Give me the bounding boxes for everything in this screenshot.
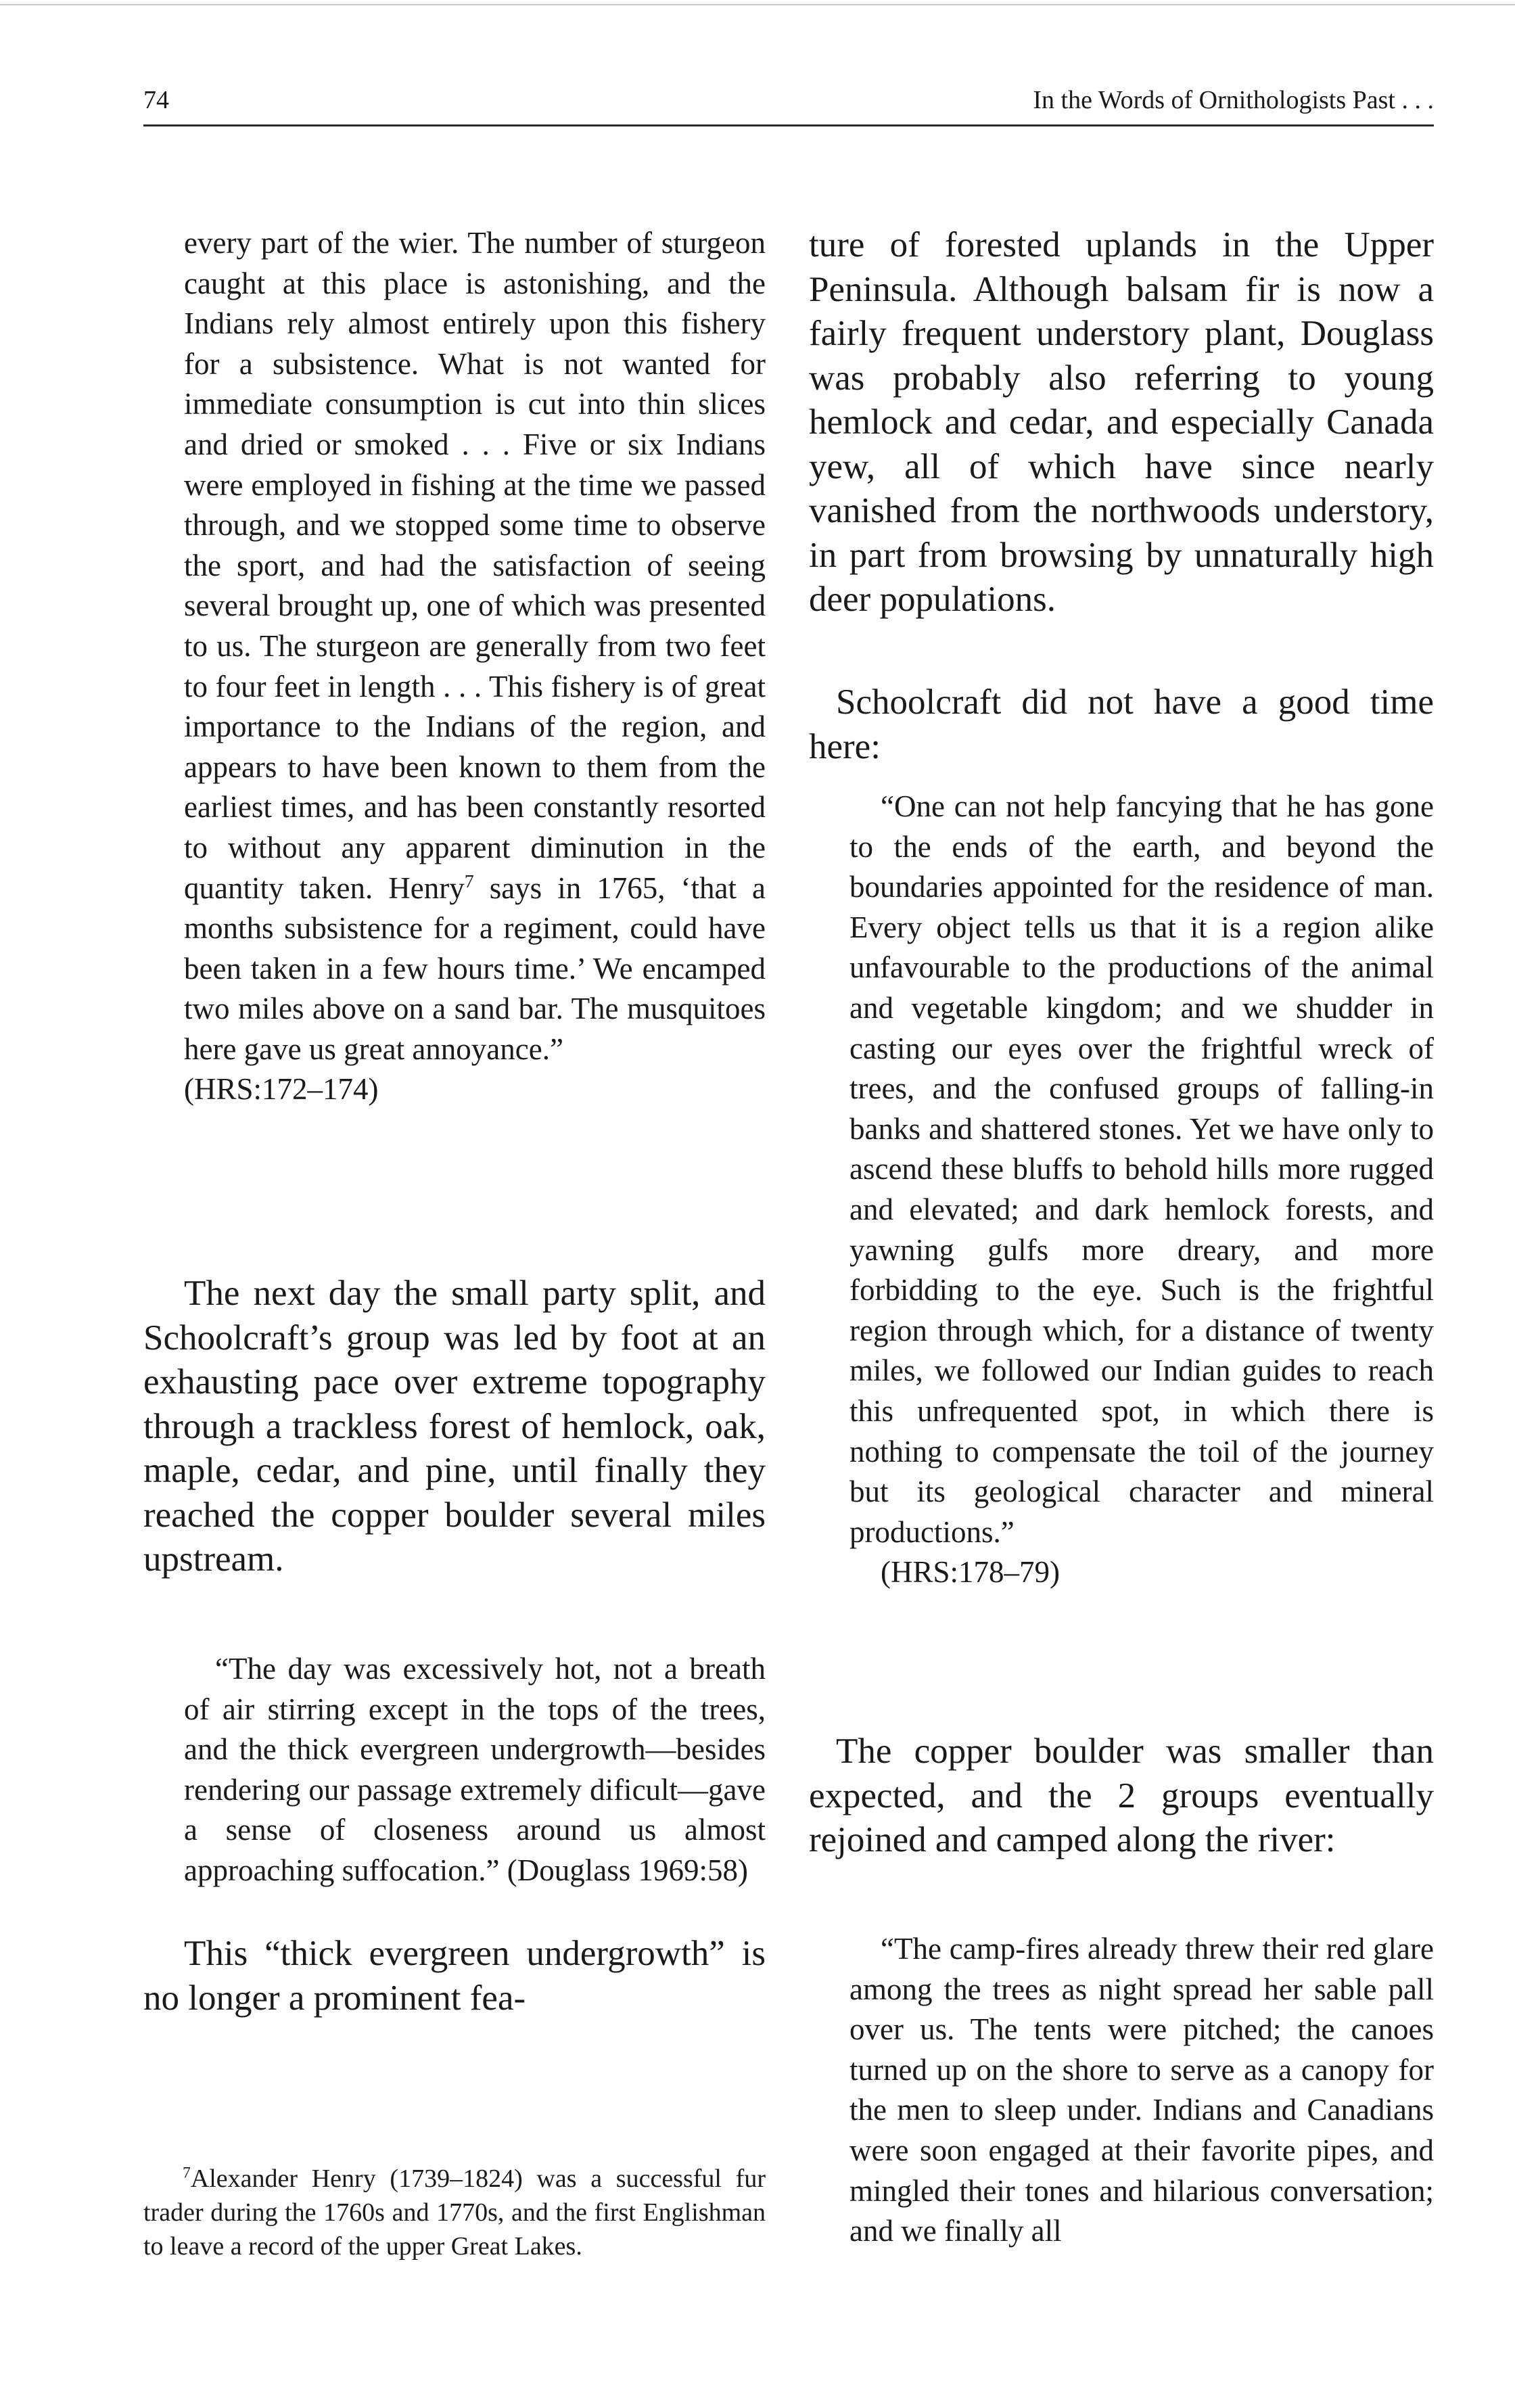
paragraph-evergreen-undergrowth: This “thick evergreen undergrowth” is no longer a prominent fea- <box>143 1934 766 2018</box>
quote-citation: (HRS:178–79) <box>881 1555 1060 1590</box>
quote-text: every part of the wier. The number of sturgeon caught at this place is astonishing, and the Indians rely almost entirely upon this fishery for a subsistence. What is not wanted for immediate consumption is cut into thin slices and dried or smoked . . . Five or six Indians were employed in fishing at the time we passed through, and we stopped some time to observe the sport, and had the satisfaction of seeing several brought up, one of which was presented to us. The sturgeon are generally from two feet to four feet in length . . . This fishery is of great importance to the Indians of the region, and appears to have been known to them from the earliest times, and has been constantly resorted to without any apparent diminution in the quantity taken. Henry <box>184 226 766 905</box>
block-quote-camp-fires: “The camp-fires already threw their red glare among the trees as night spread her sable pall over us. The tents were pitched; the canoes turned up on the shore to serve as a canopy for the men to sleep under. Indians and Canadians were soon engaged at their favorite pipes, and mingled their tones and hilarious conversation; and we finally all <box>849 1932 1434 2248</box>
footnote <box>143 2162 766 2263</box>
scan-edge-line <box>0 4 1515 5</box>
running-head <box>143 80 1434 123</box>
paragraph-forested-uplands: ture of forested uplands in the Upper Peninsula. Although balsam fir is now a fairly frequent understory plant, Douglass was probably also referring to young hemlock and cedar, and especially Canada yew, all of which have since nearly vanished from the northwoods understory, in part from browsing by unnaturally high deer populations. <box>809 225 1434 619</box>
block-quote-hot-day: “The day was excessively hot, not a breath of air stirring except in the tops of the trees, and the thick evergreen undergrowth—besides rendering our passage extremely dificult—gave a sense of closeness around us almost approaching suffocation.” (Douglass 1969:58) <box>184 1652 766 1887</box>
quote-citation: (HRS:172–174) <box>184 1072 379 1107</box>
footnote-number: 7 <box>183 2164 191 2182</box>
page-number: 74 <box>143 86 169 114</box>
footnote-reference: 7 <box>464 871 474 892</box>
running-title: In the Words of Ornithologists Past . . . <box>1033 86 1434 114</box>
quote-text-continued: says in 1765, ‘that a months subsistence for a regiment, could have been taken in a few hours time.’ We encamped two miles above on a sand bar. The musquitoes here gave us great annoyance.” <box>184 871 766 1066</box>
quote-text: “One can not help fancying that he has gone to the ends of the earth, and beyond the boundaries appointed for the residence of man. Every object tells us that it is a region alike unfavourable to the productions of the animal and vegetable kingdom; and we shudder in casting our eyes over the frightful wreck of trees, and the confused groups of falling-in banks and shattered stones. Yet we have only to ascend these bluffs to behold hills more rugged and elevated; and dark hemlock forests, and yawning gulfs more dreary, and more forbidding to the eye. Such is the frightful region through which, for a distance of twenty miles, we followed our Indian guides to reach this unfrequented spot, in which there is nothing to compensate the toil of the journey but its geological character and mineral productions.” <box>849 789 1434 1549</box>
paragraph-copper-boulder: The copper boulder was smaller than expected, and the 2 groups eventually rejoined and camped along the river: <box>809 1732 1434 1859</box>
paragraph-schoolcraft-bad-time: Schoolcraft did not have a good time here: <box>809 682 1434 766</box>
header-rule <box>143 124 1434 126</box>
block-quote-ends-of-earth <box>849 787 1434 1593</box>
footnote-text: Alexander Henry (1739–1824) was a successful fur trader during the 1760s and 1770s, and the first Englishman to leave a record of the upper Great Lakes. <box>143 2164 766 2261</box>
paragraph-party-split: The next day the small party split, and Schoolcraft’s group was led by foot at an exhausting pace over extreme topography through a trackless forest of hemlock, oak, maple, cedar, and pine, until finally they reached the copper boulder several miles upstream. <box>143 1274 766 1579</box>
block-quote-sturgeon-fishery <box>184 223 766 1110</box>
